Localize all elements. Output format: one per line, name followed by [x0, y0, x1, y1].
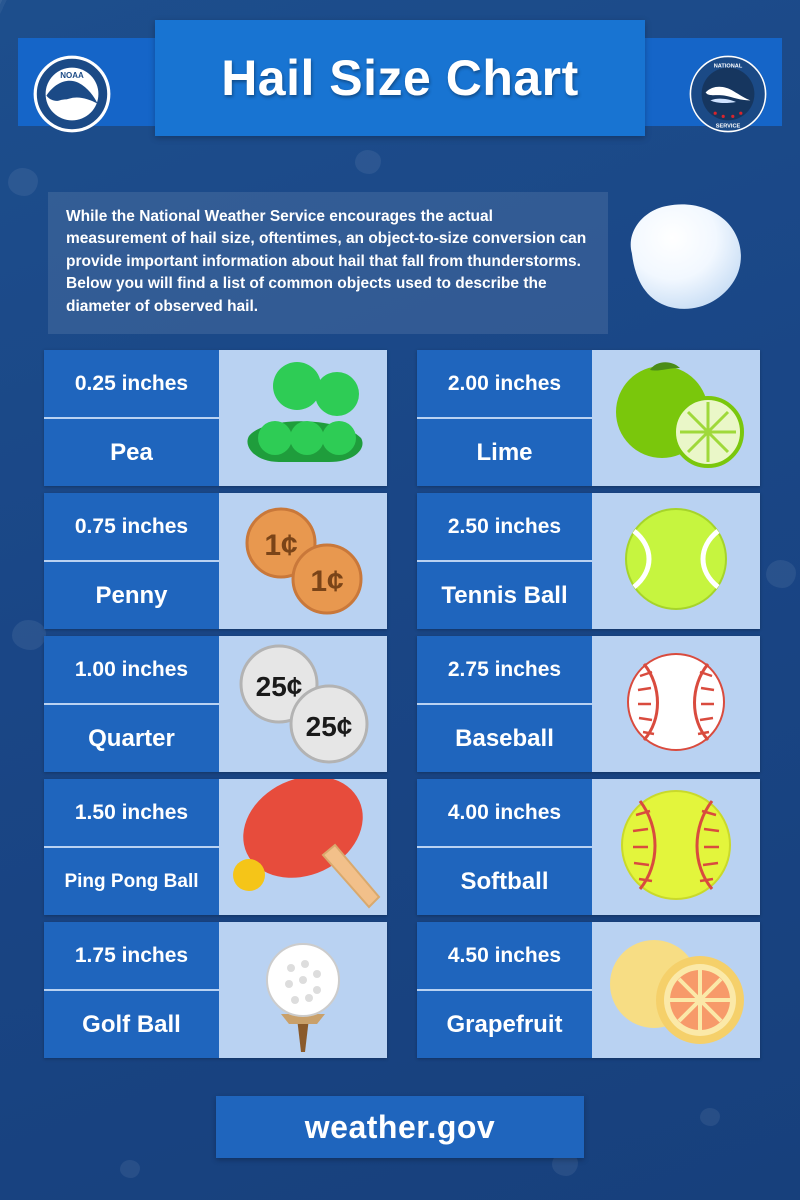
table-row[interactable] — [417, 636, 760, 772]
noaa-logo — [32, 54, 112, 134]
hail-object-name: Pea — [44, 419, 219, 486]
svg-text:25¢: 25¢ — [305, 711, 353, 742]
softball-icon — [592, 779, 760, 915]
background-hail-blob — [700, 1108, 720, 1126]
hail-size-value: 0.25 inches — [44, 350, 219, 419]
svg-text:1¢: 1¢ — [310, 565, 344, 598]
hail-object-name: Quarter — [44, 705, 219, 772]
hail-object-name: Ping Pong Ball — [44, 848, 219, 915]
row-labels — [417, 779, 592, 915]
hailstone-icon — [614, 196, 752, 318]
row-labels — [417, 922, 592, 1058]
background-hail-blob — [120, 1160, 140, 1178]
intro-text: While the National Weather Service encourages the actual measurement of hail size, oftentimes, an object-to-size conversion can provide important information about hail that fall from thunderstorms. Below you will find a list of common objects used to describe the diameter of observed hail. — [48, 192, 608, 334]
hail-size-value: 2.00 inches — [417, 350, 592, 419]
hail-object-name: Softball — [417, 848, 592, 915]
hail-object-name: Tennis Ball — [417, 562, 592, 629]
page-title — [155, 20, 645, 136]
hail-object-name: Grapefruit — [417, 991, 592, 1058]
svg-text:25¢: 25¢ — [255, 671, 303, 702]
tennis-ball-icon — [592, 493, 760, 629]
ping-pong-paddle-icon — [219, 779, 387, 915]
row-labels — [44, 493, 219, 629]
row-labels — [44, 779, 219, 915]
hail-size-table — [44, 350, 760, 1065]
table-row[interactable] — [417, 493, 760, 629]
page-title-text: Hail Size Chart — [221, 50, 579, 106]
table-row[interactable] — [44, 493, 387, 629]
table-row[interactable] — [44, 350, 387, 486]
hail-size-value: 2.50 inches — [417, 493, 592, 562]
hail-size-value: 1.75 inches — [44, 922, 219, 991]
hail-size-value: 4.50 inches — [417, 922, 592, 991]
svg-text:1¢: 1¢ — [264, 529, 298, 562]
hail-column-right — [417, 350, 760, 1065]
background-hail-blob — [12, 620, 46, 650]
table-row[interactable] — [417, 350, 760, 486]
svg-text:NOAA: NOAA — [60, 71, 84, 80]
table-row[interactable] — [417, 779, 760, 915]
baseball-icon — [592, 636, 760, 772]
row-labels — [417, 636, 592, 772]
table-row[interactable] — [44, 636, 387, 772]
hail-object-name: Baseball — [417, 705, 592, 772]
hail-size-value: 4.00 inches — [417, 779, 592, 848]
hail-column-left — [44, 350, 387, 1065]
hail-size-value: 1.50 inches — [44, 779, 219, 848]
pea-pod-icon — [219, 350, 387, 486]
row-labels — [417, 493, 592, 629]
background-hail-blob — [766, 560, 796, 588]
row-labels — [44, 636, 219, 772]
table-row[interactable] — [44, 922, 387, 1058]
penny-icon — [219, 493, 387, 629]
grapefruit-icon — [592, 922, 760, 1058]
hail-size-value: 1.00 inches — [44, 636, 219, 705]
background-hail-blob — [8, 168, 38, 196]
quarter-icon — [219, 636, 387, 772]
hail-object-name: Golf Ball — [44, 991, 219, 1058]
lime-icon — [592, 350, 760, 486]
nws-logo — [688, 54, 768, 134]
table-row[interactable] — [417, 922, 760, 1058]
header-banner — [0, 18, 800, 138]
svg-text:SERVICE: SERVICE — [715, 123, 741, 130]
svg-text:NATIONAL: NATIONAL — [713, 63, 743, 70]
row-labels — [44, 350, 219, 486]
background-hail-blob — [355, 150, 381, 174]
hail-object-name: Penny — [44, 562, 219, 629]
row-labels — [417, 350, 592, 486]
website-link[interactable]: weather.gov — [304, 1108, 496, 1145]
hail-size-value: 2.75 inches — [417, 636, 592, 705]
hail-object-name: Lime — [417, 419, 592, 486]
golf-ball-icon — [219, 922, 387, 1058]
hail-size-value: 0.75 inches — [44, 493, 219, 562]
row-labels — [44, 922, 219, 1058]
website-footer[interactable] — [216, 1096, 584, 1158]
table-row[interactable] — [44, 779, 387, 915]
